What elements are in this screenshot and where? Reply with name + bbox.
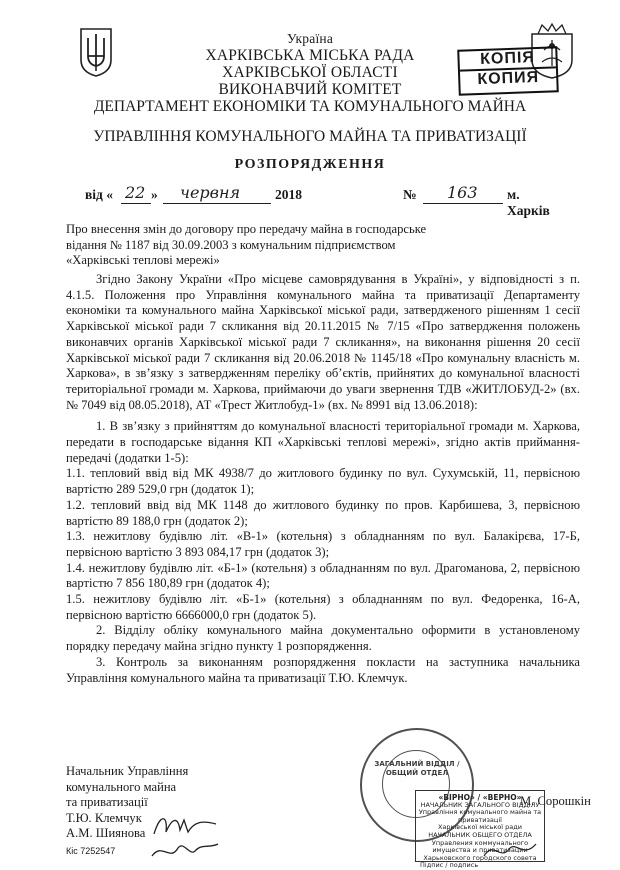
document-footer-code: Кіс 7252547 xyxy=(66,846,116,856)
item-1-1: 1.1. тепловий ввід від МК 4938/7 до житлового будинку по вул. Сухумській, 11, первісною вартістю 289 529,0 грн (додаток 1); xyxy=(66,466,580,497)
signatory-name: М. Сорошкін xyxy=(520,794,591,808)
stamp-line-2: НАЧАЛЬНИК ЗАГАЛЬНОГО ВІДДІЛУ xyxy=(420,800,540,809)
copy-stamp-line2: КОПИЯ xyxy=(460,66,557,89)
handwritten-signature-icon xyxy=(150,836,220,866)
item-1: 1. В зв’язку з прийняттям до комунальної власності територіальної громади м. Харкова, передати в господарське відання КП «Харківські теплові мережі», згідно актів приймання-передачі (додатки 1-5): xyxy=(66,419,580,465)
day-underline xyxy=(121,203,151,204)
number-underline xyxy=(423,203,503,204)
region-line: ХАРКІВСЬКОЇ ОБЛАСТІ xyxy=(222,64,398,81)
decree-title: РОЗПОРЯДЖЕННЯ xyxy=(234,157,386,172)
signatory-title-line3: та приватизації xyxy=(66,795,148,809)
council-line: ХАРКІВСЬКА МІСЬКА РАДА xyxy=(205,47,415,64)
stamp-line-4: Харківської міської ради xyxy=(437,823,523,832)
date-day: 22 xyxy=(125,183,146,202)
stamp-line-7: Харьковского городского совета xyxy=(423,853,537,862)
decree-number: 163 xyxy=(447,183,478,202)
date-month: червня xyxy=(180,183,241,202)
signatory-title-line1: Начальник Управління xyxy=(66,764,189,778)
number-label: № xyxy=(403,187,417,202)
round-stamp-text: ЗАГАЛЬНИЙ ВІДДІЛ / ОБЩИЙ ОТДЕЛ xyxy=(374,760,460,777)
item-2: 2. Відділу обліку комунального майна документально оформити в установленому порядку передачу майна згідно пункту 1 розпорядження. xyxy=(66,623,580,654)
preamble: Згідно Закону України «Про місцеве самоврядування в Україні», у відповідності з п. 4.1.5. Положення про Управління комунального майна та приватизації Департаменту економіки та комунального майна Харківської міської ради, затвердженого рішенням 1 сесії Харківської міської ради 7 скликання від 20.11.2015 № 7/15 «Про затвердження положень виконавчих органів Харківської міської ради 7 скликання», на виконання рішення 20 сесії Харківської міської ради 7 скликання від 20.06.2018 № 1145/18 «Про комунальну власність м. Харкова», в зв’язку з затвердженням переліку об’єктів, прийнятих до комунальної власності територіальної громади м. Харкова, приймаючи до уваги звернення ТДВ «ЖИТЛОБУД-2» (вх. № 7049 від 08.05.2018), АТ «Трест Житлобуд-1» (вх. № 8991 від 13.06.2018): xyxy=(66,272,580,412)
signatory-title-line2: комунального майна xyxy=(66,779,177,794)
dateline xyxy=(85,183,555,218)
city: м. Харків xyxy=(507,187,550,218)
item-1-3: 1.3. нежитлову будівлю літ. «В-1» (котельня) з обладнанням по вул. Балакірєва, 17-Б, первісною вартістю 3 893 084,17 грн (додаток 3); xyxy=(66,529,580,559)
item-1-4: 1.4. нежитлову будівлю літ. «Б-1» (котельня) з обладнанням по вул. Драгоманова, 2, первісною вартістю 7 856 180,89 грн (додаток 4); xyxy=(66,560,580,591)
approver-name: Т.Ю. Клемчук xyxy=(66,810,142,825)
stamp-line-1: «ВІРНО» / «ВЕРНО» xyxy=(438,793,522,802)
subject: Про внесення змін до договору про передачу майна в господарське відання № 1187 від 30.09.2003 з комунальним підприємством «Харківські теплові мережі» xyxy=(66,222,427,267)
item-1-5: 1.5. нежитлову будівлю літ. «Б-1» (котельня) з обладнанням по вул. Федоренка, 16-А, первісною вартістю 6666000,0 грн (додаток 5). xyxy=(66,592,580,622)
stamp-line-5: НАЧАЛЬНИК ОБЩЕГО ОТДЕЛА xyxy=(428,830,532,839)
committee-line: ВИКОНАВЧИЙ КОМІТЕТ xyxy=(218,81,402,98)
department-line: ДЕПАРТАМЕНТ ЕКОНОМІКИ ТА КОМУНАЛЬНОГО МАЙНА xyxy=(93,98,527,115)
stamp-line-3: Управління комунального майна та приватизації xyxy=(418,808,542,824)
copy-stamp-line1: КОПІЯ xyxy=(479,49,536,68)
author-name: А.М. Шиянова xyxy=(66,826,146,840)
stamp-line-8: Підпис / подпись xyxy=(420,861,479,870)
item-1-2: 1.2. тепловий ввід від МК 1148 до житлового будинку по пров. Карбишева, 3, первісною вартістю 89 188,0 грн (додаток 2); xyxy=(66,497,580,528)
month-underline xyxy=(163,203,271,204)
item-3: 3. Контроль за виконанням розпорядження покласти на заступника начальника Управління комунального майна та приватизації Т.Ю. Клемчук. xyxy=(66,654,580,685)
stamp-line-6: Управления коммунального имущества и приватизации xyxy=(431,838,529,855)
date-from-label: від « xyxy=(85,187,113,202)
stamp-signature-icon xyxy=(480,838,540,864)
decree-body xyxy=(66,272,580,686)
date-year: 2018 xyxy=(275,187,302,202)
directorate-line: УПРАВЛІННЯ КОМУНАЛЬНОГО МАЙНА ТА ПРИВАТИЗАЦІЇ xyxy=(93,128,527,145)
date-close-quote: » xyxy=(151,187,158,202)
country-line: Україна xyxy=(286,31,334,46)
